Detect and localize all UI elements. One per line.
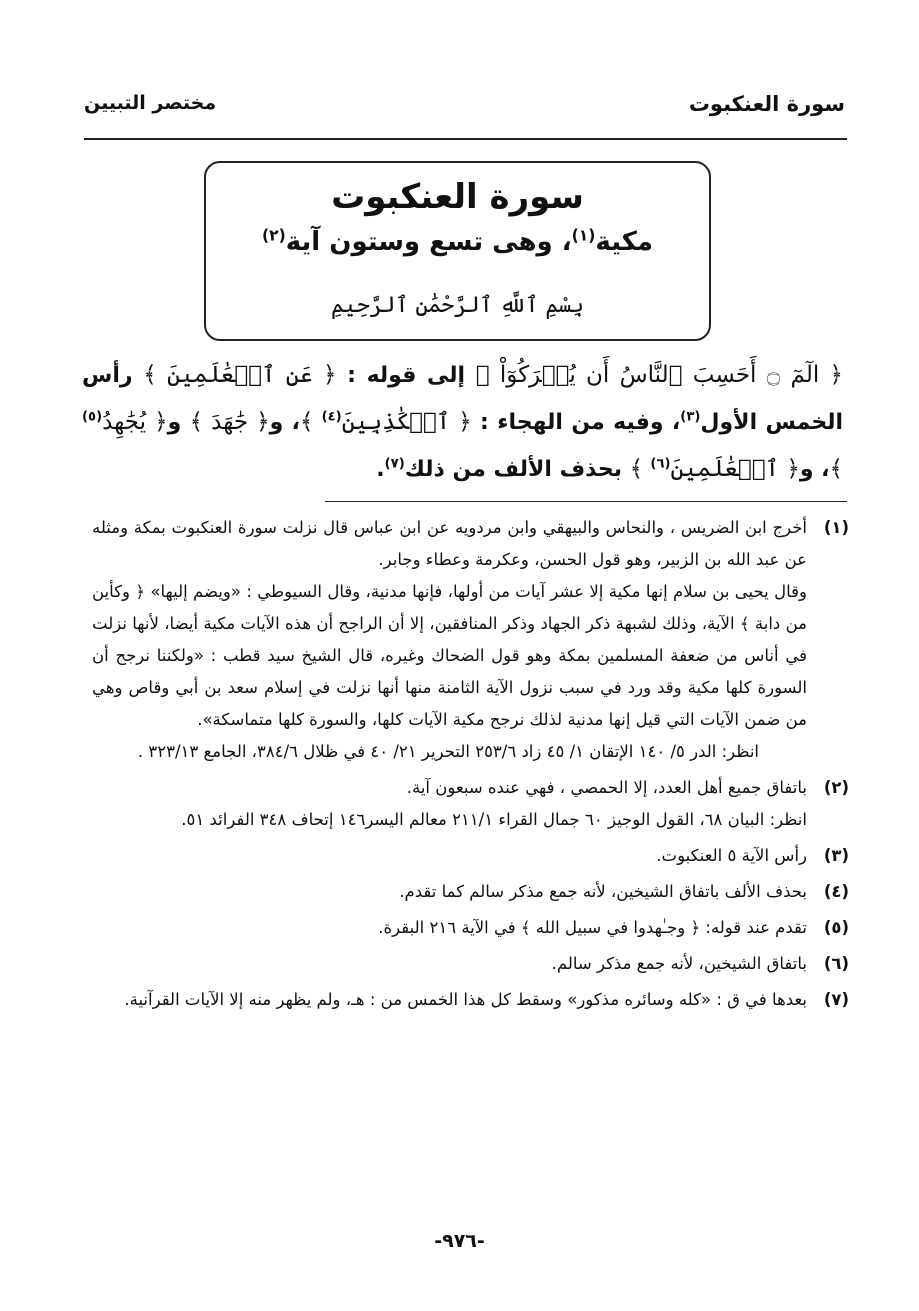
footnote-ref-3: (٣) (680, 409, 701, 425)
footnote-number: (٧) (823, 990, 849, 1009)
running-header-sura: سورة العنكبوت (688, 92, 845, 116)
footnote-sources: انظر: البيان ٦٨، القول الوجيز ٦٠ جمال القراء ٢١١/١ معالم اليسر١٤٦ إتحاف ٣٤٨ الفرائد ٥١. (181, 810, 807, 829)
footnote-sources: انظر: الدر ٥/ ١٤٠ الإتقان ١/ ٤٥ زاد ٢٥٣/٦ التحرير ٢١/ ٤٠ في ظلال ٣٨٤/٦، الجامع ٣٢٣/١٣ . (137, 742, 759, 761)
footnote-text: تقدم عند قوله: ﴿ وجـٰهدوا في سبيل الله ﴾ في الآية ٢١٦ البقرة. (378, 918, 807, 937)
main-text-run: و (167, 410, 190, 435)
main-paragraph (82, 352, 843, 493)
footnote-text: رأس الآية ٥ العنكبوت. (656, 846, 807, 865)
footnote-5 (92, 912, 849, 944)
main-text-run: رأس الخمس الأول (82, 363, 844, 435)
footnote-ref-6: (٦) (650, 456, 671, 472)
footnote-text: أخرج ابن الضريس ، والنحاس والبيهقي وابن مردويه عن ابن عباس قال نزلت سورة العنكبوت بمكة ومثله عن عبد الله بن الزبير، وهو قول الحسن، وعكرمة وعطاء وجابر. (92, 518, 807, 569)
quran-quote: ﴿ عَنِ ٱلۡعَٰلَمِينَ ﴾ (143, 362, 337, 388)
quran-quote-end: ﴾ (300, 409, 322, 435)
sura-info (206, 227, 709, 257)
footnotes (92, 512, 849, 1016)
footnote-number: (١) (823, 518, 849, 537)
footnote-body (92, 512, 807, 768)
footnote-text: بحذف الألف باتفاق الشيخين، لأنه جمع مذكر سالم كما تقدم. (399, 882, 807, 901)
footnote-ref-1: (١) (571, 226, 596, 245)
quran-quote-end: ﴾ (829, 456, 843, 482)
main-text (82, 352, 843, 493)
footnote-ref-5: (٥) (82, 409, 103, 425)
running-header (84, 92, 845, 126)
header-rule (84, 138, 847, 140)
footnote-2 (92, 772, 849, 836)
footnote-3 (92, 840, 849, 872)
footnote-text: باتفاق جميع أهل العدد، إلا الحمصي ، فهي عنده سبعون آية. (406, 778, 807, 797)
quran-quote: ﴿ جَٰهَدَ ﴾ (189, 409, 270, 435)
main-text-run: . (376, 457, 385, 482)
footnote-6 (92, 948, 849, 980)
quran-quote: ﴿ الٓمٓ ۝ أَحَسِبَ ٱلنَّاسُ أَن يُتۡرَكُوٓاْ ﴾ (475, 362, 844, 388)
footnote-number: (٣) (823, 846, 849, 865)
quran-quote: ﴿ ٱلۡكَٰذِبِينَ (341, 409, 472, 435)
basmala: بِسْمِ ٱللَّهِ ٱلرَّحْمَٰنِ ٱلرَّحِيمِ (330, 293, 584, 318)
running-header-book: مختصر التبيين (84, 92, 217, 114)
footnote-number: (٢) (823, 778, 849, 797)
footnote-7 (92, 984, 849, 1016)
main-text-run: ، وفيه من الهجاء : (471, 410, 681, 435)
footnote-number: (٤) (823, 882, 849, 901)
sura-verse-count: ، وهى تسع وستون آية (285, 227, 572, 257)
footnote-body (92, 772, 807, 836)
footnote-4 (92, 876, 849, 908)
footnote-text: بعدها في ق : «كله وسائره مذكور» وسقط كل هذا الخمس من : هـ، ولم يظهر منه إلا الآيات القرآنية. (124, 990, 807, 1009)
page-number: -٩٧٦- (434, 1230, 485, 1252)
quran-quote: ﴿ ٱلۡعَٰلَمِينَ (670, 456, 800, 482)
footnote-ref-2: (٢) (261, 226, 286, 245)
main-text-run: ، و (799, 457, 830, 482)
sura-title-box (204, 161, 711, 341)
footnote-number: (٦) (823, 954, 849, 973)
footnote-ref-4: (٤) (321, 409, 342, 425)
quran-quote-end: ﴾ (629, 456, 651, 482)
sura-type: مكية (595, 227, 654, 257)
footnote-ref-7: (٧) (384, 456, 405, 472)
main-text-run: بحذف الألف من ذلك (404, 457, 630, 482)
footnote-text: باتفاق الشيخين، لأنه جمع مذكر سالم. (551, 954, 807, 973)
quran-quote: ﴿ يُجَٰهِدُ (102, 409, 168, 435)
footnotes-separator (325, 501, 847, 502)
main-text-run: إلى قوله : (336, 363, 476, 388)
footnote-text: وقال يحيى بن سلام إنها مكية إلا عشر آيات من أولها، فإنها مدنية، وقال السيوطي : «ويضم إليها» ﴿ وكأين من دابة ﴾ الآية، وذلك لشبهة ذكر الجهاد وذكر المنافقين، إلا أن الراجح أن هذه الآيات مكية أيضا، لأنها نزلت في أناس من ضعفة المسلمين بمكة وهو قول الضحاك وغيره، قال الشيخ سيد قطب : «ولكننا نرجح أن السورة كلها مكية وقد ورد في سبب نزول الآية الثامنة منها أنها نزلت في إسلام سعد بن أبي وقاص وهي من ضمن الآيات التي قيل إنها مدنية لذلك نرجح مكية الآيات كلها، والسورة كلها متماسكة». (92, 582, 807, 729)
main-text-run: ، و (269, 410, 301, 435)
footnote-1 (92, 512, 849, 768)
sura-name: سورة العنكبوت (331, 177, 584, 217)
footnote-number: (٥) (823, 918, 849, 937)
